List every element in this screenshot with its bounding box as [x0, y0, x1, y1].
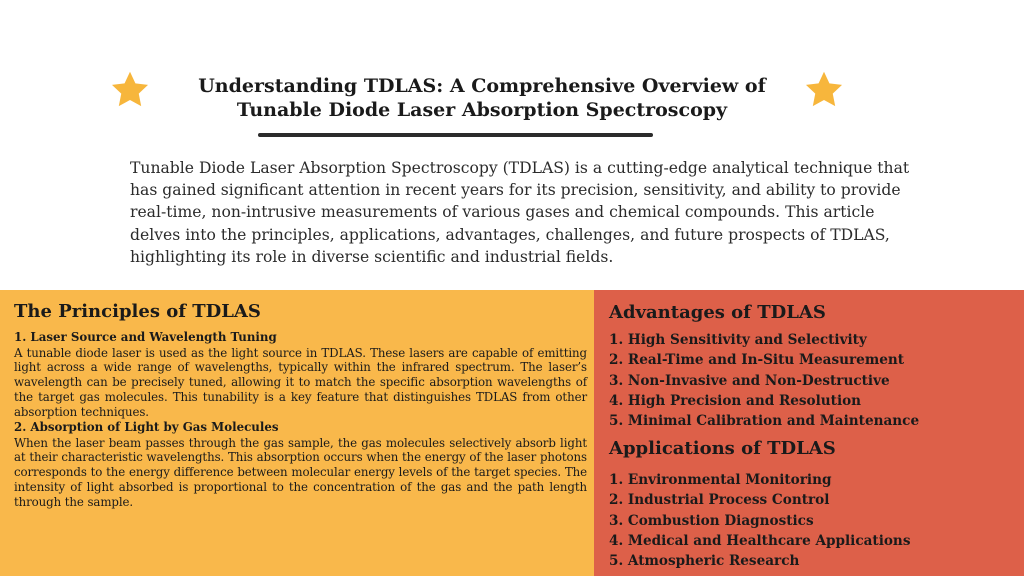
advantage-item: 2. Real-Time and In-Situ Measurement [609, 352, 905, 369]
title-line-2: Tunable Diode Laser Absorption Spectroscopy [236, 99, 728, 121]
principle-2-title: 2. Absorption of Light by Gas Molecules [14, 420, 279, 435]
principle-1-text: A tunable diode laser is used as the light source in TDLAS. These lasers are capable of emitting light across a wide range of wavelengths, typically within the infrared spectrum. The laser’s wavelength can be precisely tuned, allowing it to match the specific absorption wavelengths of the target gas molecules. This tunability is a key feature that distinguishes TDLAS from other absorption techniques. [14, 345, 587, 420]
principles-panel [0, 290, 594, 576]
advantages-applications-panel [594, 290, 1024, 576]
application-item: 5. Atmospheric Research [609, 553, 800, 570]
page-title [160, 74, 804, 122]
principles-body [14, 330, 587, 510]
advantage-item: 1. High Sensitivity and Selectivity [609, 332, 867, 348]
advantages-heading: Advantages of TDLAS [609, 302, 826, 323]
star-icon [109, 69, 151, 111]
advantage-item: 3. Non-Invasive and Non-Destructive [609, 372, 890, 389]
star-icon-right-svg [803, 69, 845, 111]
application-item: 1. Environmental Monitoring [609, 472, 832, 488]
title-divider [258, 133, 653, 137]
application-item: 3. Combustion Diagnostics [609, 512, 814, 529]
star-icon-left-svg [109, 69, 151, 111]
principle-1-title: 1. Laser Source and Wavelength Tuning [14, 330, 277, 344]
advantage-item: 5. Minimal Calibration and Maintenance [609, 413, 920, 430]
advantages-list [609, 330, 919, 431]
title-line-1: Understanding TDLAS: A Comprehensive Overview of [198, 75, 766, 97]
star-icon [803, 69, 845, 111]
intro-paragraph: Tunable Diode Laser Absorption Spectroscopy (TDLAS) is a cutting-edge analytical technique that has gained significant attention in recent years for its precision, sensitivity, and ability to provide real-time, non-intrusive measurements of various gases and chemical compounds. This article delves into the principles, applications, advantages, challenges, and future prospects of TDLAS, highlighting its role in diverse scientific and industrial fields. [130, 159, 910, 266]
principles-heading: The Principles of TDLAS [14, 301, 261, 322]
application-item: 4. Medical and Healthcare Applications [609, 532, 911, 549]
applications-heading: Applications of TDLAS [609, 438, 836, 459]
application-item: 2. Industrial Process Control [609, 492, 830, 509]
advantage-item: 4. High Precision and Resolution [609, 392, 862, 409]
applications-list [609, 470, 910, 571]
principle-2-text: When the laser beam passes through the gas sample, the gas molecules selectively absorb light at their characteristic wavelengths. This absorption occurs when the energy of the laser photons corresponds to the energy difference between molecular energy levels of the target species. The intensity of light absorbed is proportional to the concentration of the gas and the path length through the sample. [14, 435, 587, 510]
